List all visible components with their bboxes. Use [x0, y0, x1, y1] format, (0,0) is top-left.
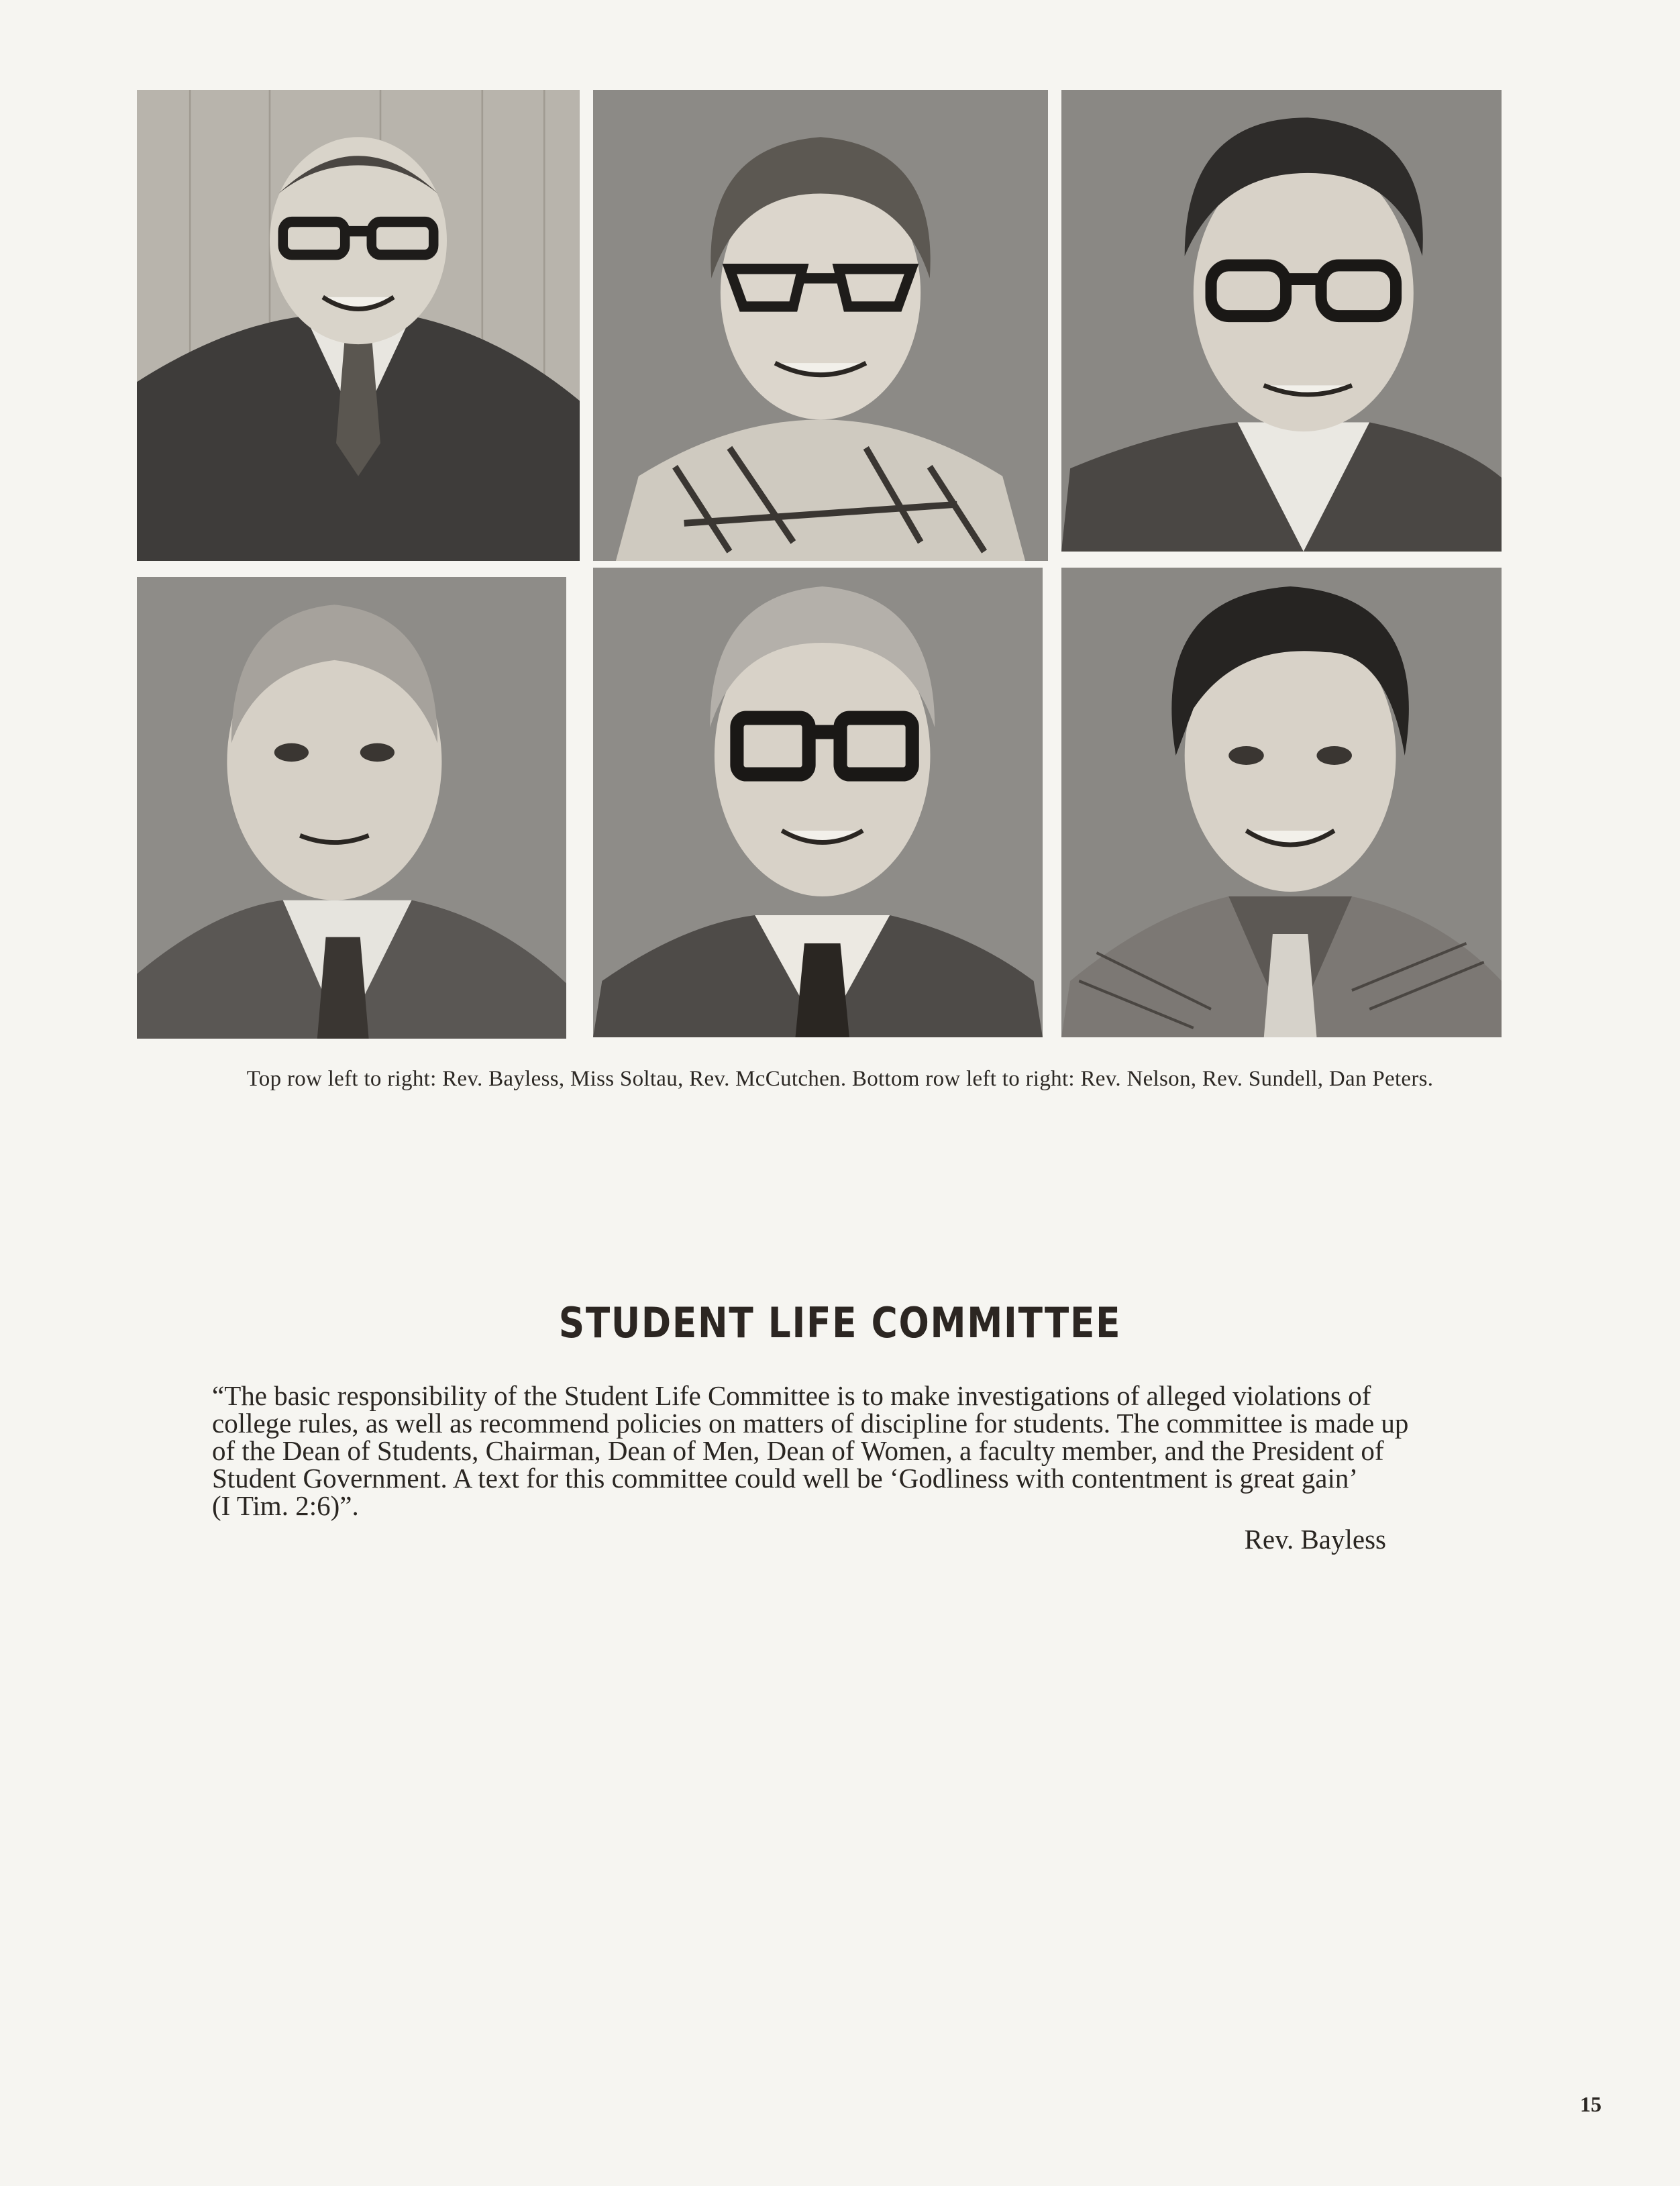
portrait-photo-4: [137, 577, 566, 1039]
quote-line: (I Tim. 2:6)”.: [212, 1490, 359, 1521]
portrait-photo-5: [593, 568, 1043, 1037]
quote-line: Student Government. A text for this committee could well be ‘Godliness with contentment is great gain’: [212, 1463, 1358, 1494]
portrait-photo-2: [593, 90, 1048, 561]
portrait-photo-3: [1061, 90, 1502, 552]
quote-line: college rules, as well as recommend policies on matters of discipline for students. The committee is made up: [212, 1408, 1409, 1439]
quote-line: of the Dean of Students, Chairman, Dean of Men, Dean of Women, a faculty member, and the President of: [212, 1435, 1384, 1466]
page-number: 15: [1580, 2092, 1602, 2116]
page-title: STUDENT LIFE COMMITTEE: [558, 1298, 1122, 1347]
quote-line: “The basic responsibility of the Student Life Committee is to make investigations of alleged violations of: [212, 1380, 1371, 1411]
photo-caption: Top row left to right: Rev. Bayless, Miss Soltau, Rev. McCutchen. Bottom row left to right: Rev. Nelson, Rev. Sundell, Dan Peters.: [246, 1067, 1434, 1091]
committee-quote: [212, 1382, 1413, 1520]
quote-attribution: Rev. Bayless: [1244, 1524, 1386, 1555]
portrait-photo-6: [1061, 568, 1502, 1037]
portrait-photo-1: [137, 90, 580, 561]
